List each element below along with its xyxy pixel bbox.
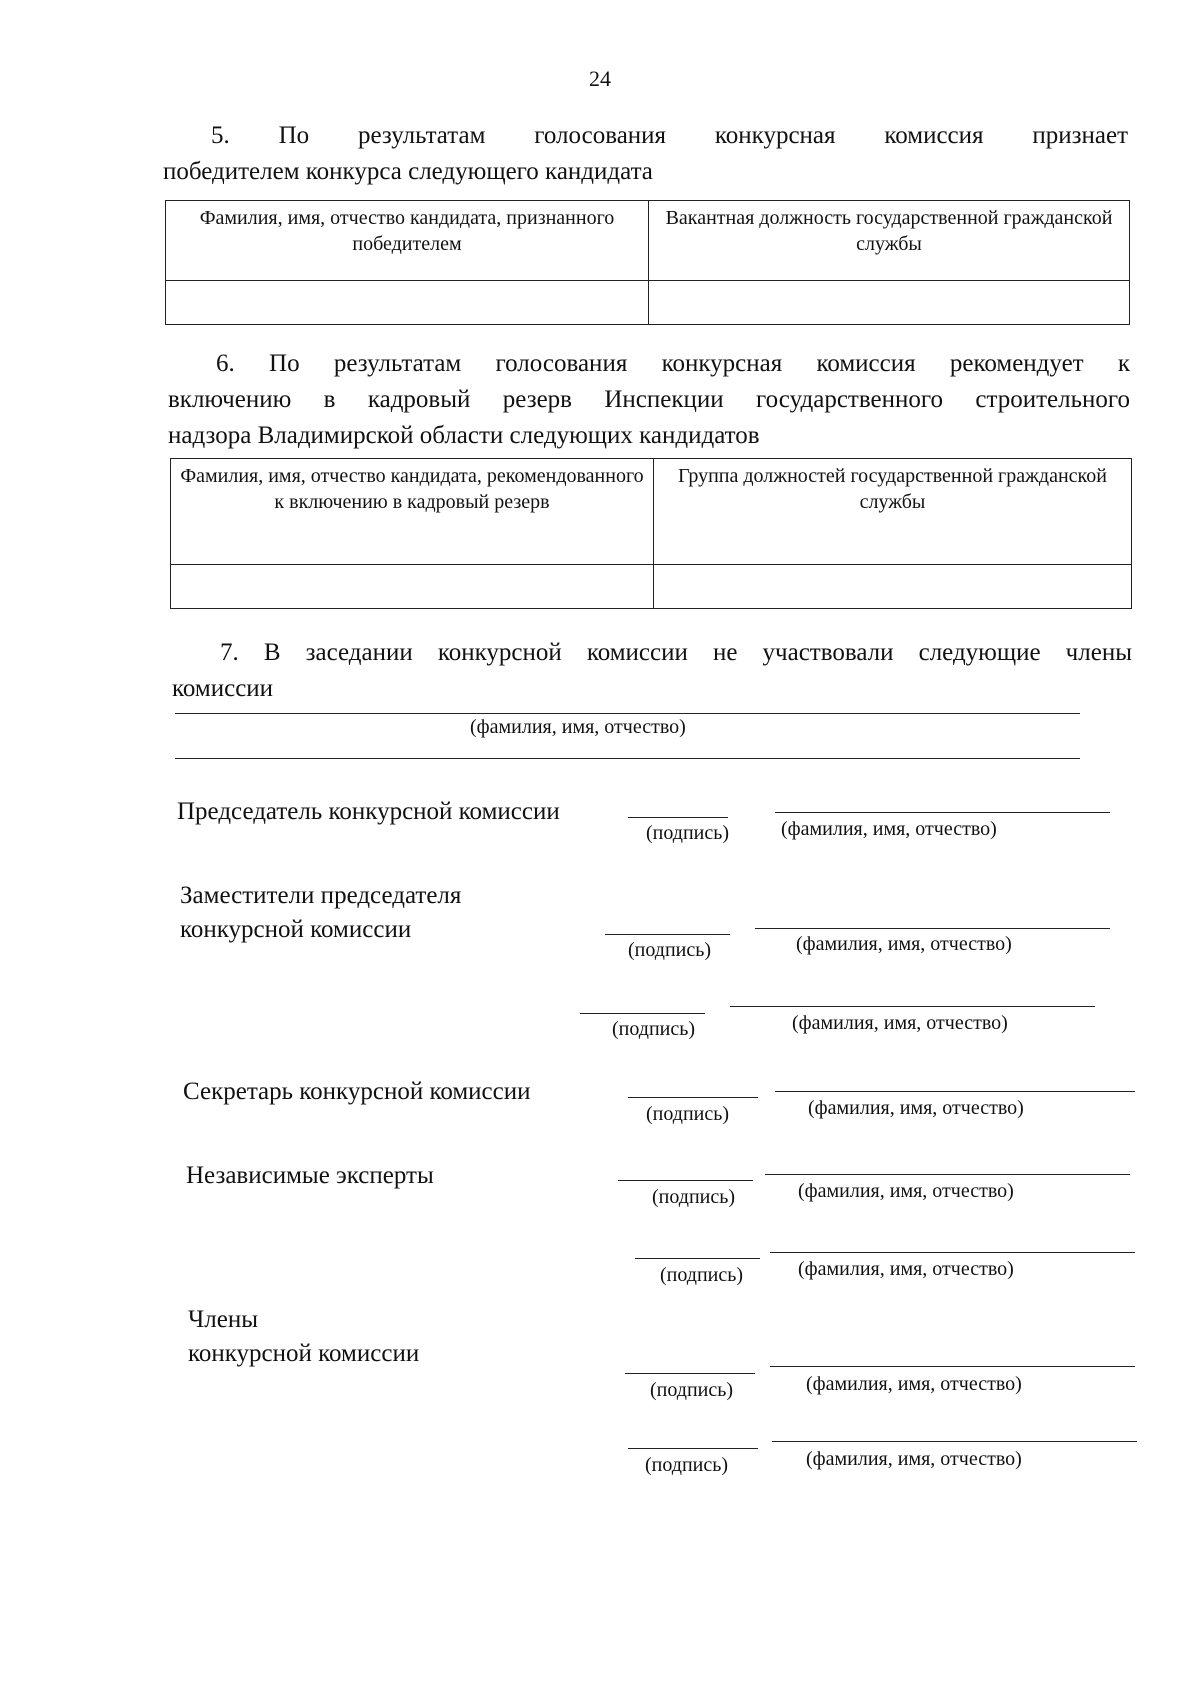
- section-5-line-2: победителем конкурса следующего кандидата: [163, 158, 653, 185]
- winner-table-cell-name[interactable]: [166, 281, 649, 325]
- section-7-text: [172, 635, 1132, 707]
- winner-table-cell-position[interactable]: [649, 281, 1130, 325]
- secretary-signature-line[interactable]: [628, 1097, 758, 1098]
- expert-2-name-caption: (фамилия, имя, отчество): [798, 1258, 1014, 1280]
- section-6-line-3: надзора Владимирской области следующих кандидатов: [168, 422, 760, 449]
- chairman-name-caption: (фамилия, имя, отчество): [781, 818, 997, 840]
- section-6-line-2: включению в кадровый резерв Инспекции государственного строительного: [168, 386, 1130, 413]
- deputy-1-signature-caption: (подпись): [628, 939, 712, 961]
- expert-1-name-caption: (фамилия, имя, отчество): [798, 1180, 1014, 1202]
- deputy-2-signature-line[interactable]: [580, 1013, 705, 1014]
- winner-table: [165, 200, 1130, 325]
- secretary-signature-caption: (подпись): [646, 1103, 730, 1125]
- member-1-name-caption: (фамилия, имя, отчество): [806, 1373, 1022, 1395]
- chairman-signature-caption: (подпись): [646, 822, 730, 844]
- secretary-name-caption: (фамилия, имя, отчество): [808, 1097, 1024, 1119]
- expert-2-name-line[interactable]: [770, 1252, 1135, 1253]
- member-1-signature-line[interactable]: [625, 1373, 755, 1374]
- deputy-2-name-line[interactable]: [730, 1006, 1095, 1007]
- deputies-label-line-1: Заместители председателя: [180, 882, 462, 909]
- experts-label: Независимые эксперты: [186, 1162, 434, 1189]
- section-5-text: [163, 118, 1128, 190]
- chairman-label: Председатель конкурсной комиссии: [177, 798, 560, 825]
- deputy-1-signature-line[interactable]: [605, 934, 730, 935]
- deputy-2-name-caption: (фамилия, имя, отчество): [792, 1012, 1008, 1034]
- reserve-table: [170, 458, 1132, 609]
- winner-table-header-position: Вакантная должность государственной гражданской службы: [649, 201, 1130, 281]
- expert-2-signature-caption: (подпись): [660, 1264, 744, 1286]
- deputy-1-name-caption: (фамилия, имя, отчество): [796, 933, 1012, 955]
- members-label-line-2: конкурсной комиссии: [188, 1340, 420, 1367]
- chairman-signature-line[interactable]: [628, 817, 728, 818]
- member-1-name-line[interactable]: [770, 1366, 1135, 1367]
- expert-1-signature-caption: (подпись): [652, 1186, 736, 1208]
- absent-members-caption: (фамилия, имя, отчество): [470, 716, 686, 738]
- secretary-name-line[interactable]: [775, 1091, 1135, 1092]
- absent-members-line-2[interactable]: [175, 758, 1080, 759]
- winner-table-header-name: Фамилия, имя, отчество кандидата, признанного победителем: [166, 201, 649, 281]
- section-6-text: [168, 346, 1130, 454]
- member-2-name-line[interactable]: [772, 1441, 1137, 1442]
- deputy-2-signature-caption: (подпись): [612, 1018, 696, 1040]
- page-number: 24: [589, 66, 611, 91]
- section-5-line-1: 5. По результатам голосования конкурсная комиссия признает: [211, 122, 1128, 149]
- deputies-label-line-2: конкурсной комиссии: [180, 916, 412, 943]
- members-label-line-1: Члены: [188, 1306, 258, 1333]
- reserve-table-cell-group[interactable]: [654, 565, 1132, 609]
- member-2-name-caption: (фамилия, имя, отчество): [806, 1448, 1022, 1470]
- section-7-line-1: 7. В заседании конкурсной комиссии не участвовали следующие члены: [220, 639, 1132, 666]
- reserve-table-header-name: Фамилия, имя, отчество кандидата, рекомендованного к включению в кадровый резерв: [171, 459, 654, 565]
- section-6-line-1: 6. По результатам голосования конкурсная комиссия рекомендует к: [216, 350, 1130, 377]
- member-1-signature-caption: (подпись): [650, 1379, 734, 1401]
- expert-1-signature-line[interactable]: [618, 1180, 753, 1181]
- reserve-table-cell-name[interactable]: [171, 565, 654, 609]
- member-2-signature-line[interactable]: [628, 1448, 758, 1449]
- expert-1-name-line[interactable]: [765, 1174, 1130, 1175]
- member-2-signature-caption: (подпись): [645, 1454, 729, 1476]
- deputy-1-name-line[interactable]: [755, 928, 1110, 929]
- expert-2-signature-line[interactable]: [635, 1258, 760, 1259]
- reserve-table-header-group: Группа должностей государственной гражданской службы: [654, 459, 1132, 565]
- absent-members-line-1[interactable]: [175, 713, 1080, 714]
- secretary-label: Секретарь конкурсной комиссии: [183, 1078, 531, 1105]
- section-7-line-2: комиссии: [172, 675, 274, 702]
- chairman-name-line[interactable]: [775, 812, 1110, 813]
